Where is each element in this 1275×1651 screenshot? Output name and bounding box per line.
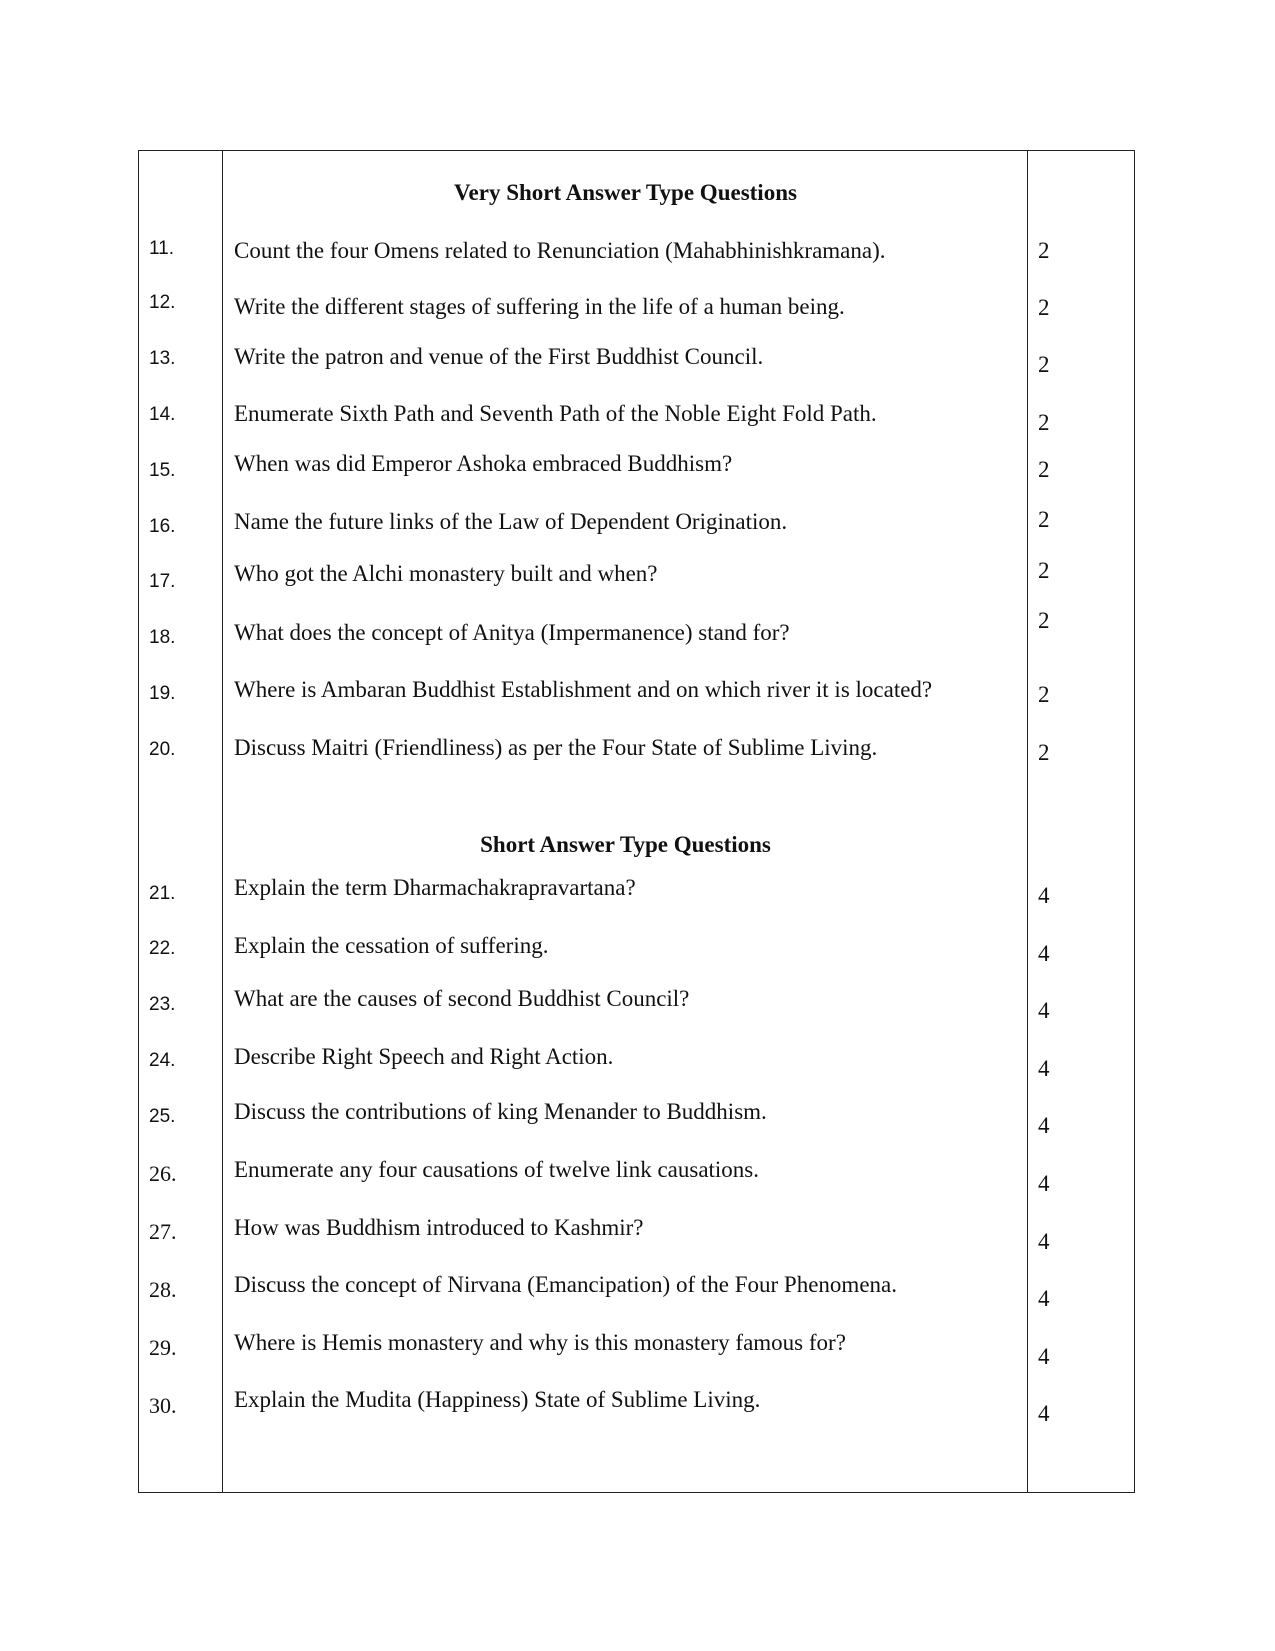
question-text: Enumerate any four causations of twelve link causations. (234, 1157, 760, 1182)
question-text: Where is Hemis monastery and why is this monastery famous for? (234, 1330, 846, 1355)
question-text: Where is Ambaran Buddhist Establishment and on which river it is located? (234, 677, 933, 702)
question-marks: 4 (1038, 941, 1050, 966)
question-marks: 4 (1038, 1056, 1050, 1081)
question-text: Write the patron and venue of the First Buddhist Council. (234, 344, 764, 369)
question-text: Count the four Omens related to Renunciation (Mahabhinishkramana). (234, 238, 886, 263)
question-marks: 4 (1038, 1229, 1050, 1254)
question-number: 15. (149, 460, 176, 481)
question-number: 21. (149, 883, 176, 904)
question-text: Explain the cessation of suffering. (234, 933, 549, 958)
column-divider-right (1027, 150, 1028, 1493)
section-heading-very-short: Very Short Answer Type Questions (454, 180, 797, 205)
question-text: Name the future links of the Law of Dependent Origination. (234, 509, 788, 534)
question-number: 20. (149, 739, 176, 760)
question-number: 13. (149, 348, 176, 369)
question-number: 12. (149, 292, 176, 313)
question-number: 26. (149, 1161, 177, 1186)
question-marks: 4 (1038, 1401, 1050, 1426)
question-number: 17. (149, 571, 176, 592)
question-text: Explain the term Dharmachakrapravartana? (234, 875, 636, 900)
question-number: 23. (149, 994, 176, 1015)
question-number: 29. (149, 1335, 177, 1360)
question-marks: 4 (1038, 1286, 1050, 1311)
question-text: Describe Right Speech and Right Action. (234, 1044, 614, 1069)
question-number: 19. (149, 683, 176, 704)
question-number: 22. (149, 938, 176, 959)
question-text: Write the different stages of suffering in the life of a human being. (234, 294, 845, 319)
question-marks: 2 (1038, 238, 1050, 263)
column-divider-left (222, 150, 223, 1493)
question-marks: 2 (1038, 457, 1050, 482)
question-text: When was did Emperor Ashoka embraced Buddhism? (234, 451, 733, 476)
question-number: 28. (149, 1277, 177, 1302)
question-text: Discuss the contributions of king Menander to Buddhism. (234, 1099, 767, 1124)
question-marks: 2 (1038, 558, 1050, 583)
question-text: What are the causes of second Buddhist Council? (234, 986, 690, 1011)
question-number: 18. (149, 627, 176, 648)
question-marks: 2 (1038, 410, 1050, 435)
question-marks: 2 (1038, 682, 1050, 707)
question-number: 25. (149, 1106, 176, 1127)
question-marks: 2 (1038, 295, 1050, 320)
section-heading-short: Short Answer Type Questions (480, 832, 771, 857)
question-number: 11. (149, 238, 175, 259)
question-text: Explain the Mudita (Happiness) State of Sublime Living. (234, 1387, 761, 1412)
question-text: Discuss the concept of Nirvana (Emancipation) of the Four Phenomena. (234, 1272, 897, 1297)
question-marks: 2 (1038, 608, 1050, 633)
question-marks: 4 (1038, 1113, 1050, 1138)
question-text: Enumerate Sixth Path and Seventh Path of the Noble Eight Fold Path. (234, 401, 877, 426)
question-text: Who got the Alchi monastery built and when? (234, 561, 658, 586)
question-text: How was Buddhism introduced to Kashmir? (234, 1215, 644, 1240)
question-marks: 4 (1038, 1344, 1050, 1369)
question-number: 14. (149, 404, 176, 425)
question-marks: 2 (1038, 740, 1050, 765)
question-number: 27. (149, 1219, 177, 1244)
question-marks: 4 (1038, 1171, 1050, 1196)
question-marks: 2 (1038, 507, 1050, 532)
question-marks: 4 (1038, 998, 1050, 1023)
question-number: 24. (149, 1050, 176, 1071)
question-number: 16. (149, 516, 176, 537)
question-number: 30. (149, 1393, 177, 1418)
question-marks: 2 (1038, 352, 1050, 377)
question-marks: 4 (1038, 883, 1050, 908)
question-text: Discuss Maitri (Friendliness) as per the Four State of Sublime Living. (234, 735, 878, 760)
question-text: What does the concept of Anitya (Impermanence) stand for? (234, 620, 790, 645)
